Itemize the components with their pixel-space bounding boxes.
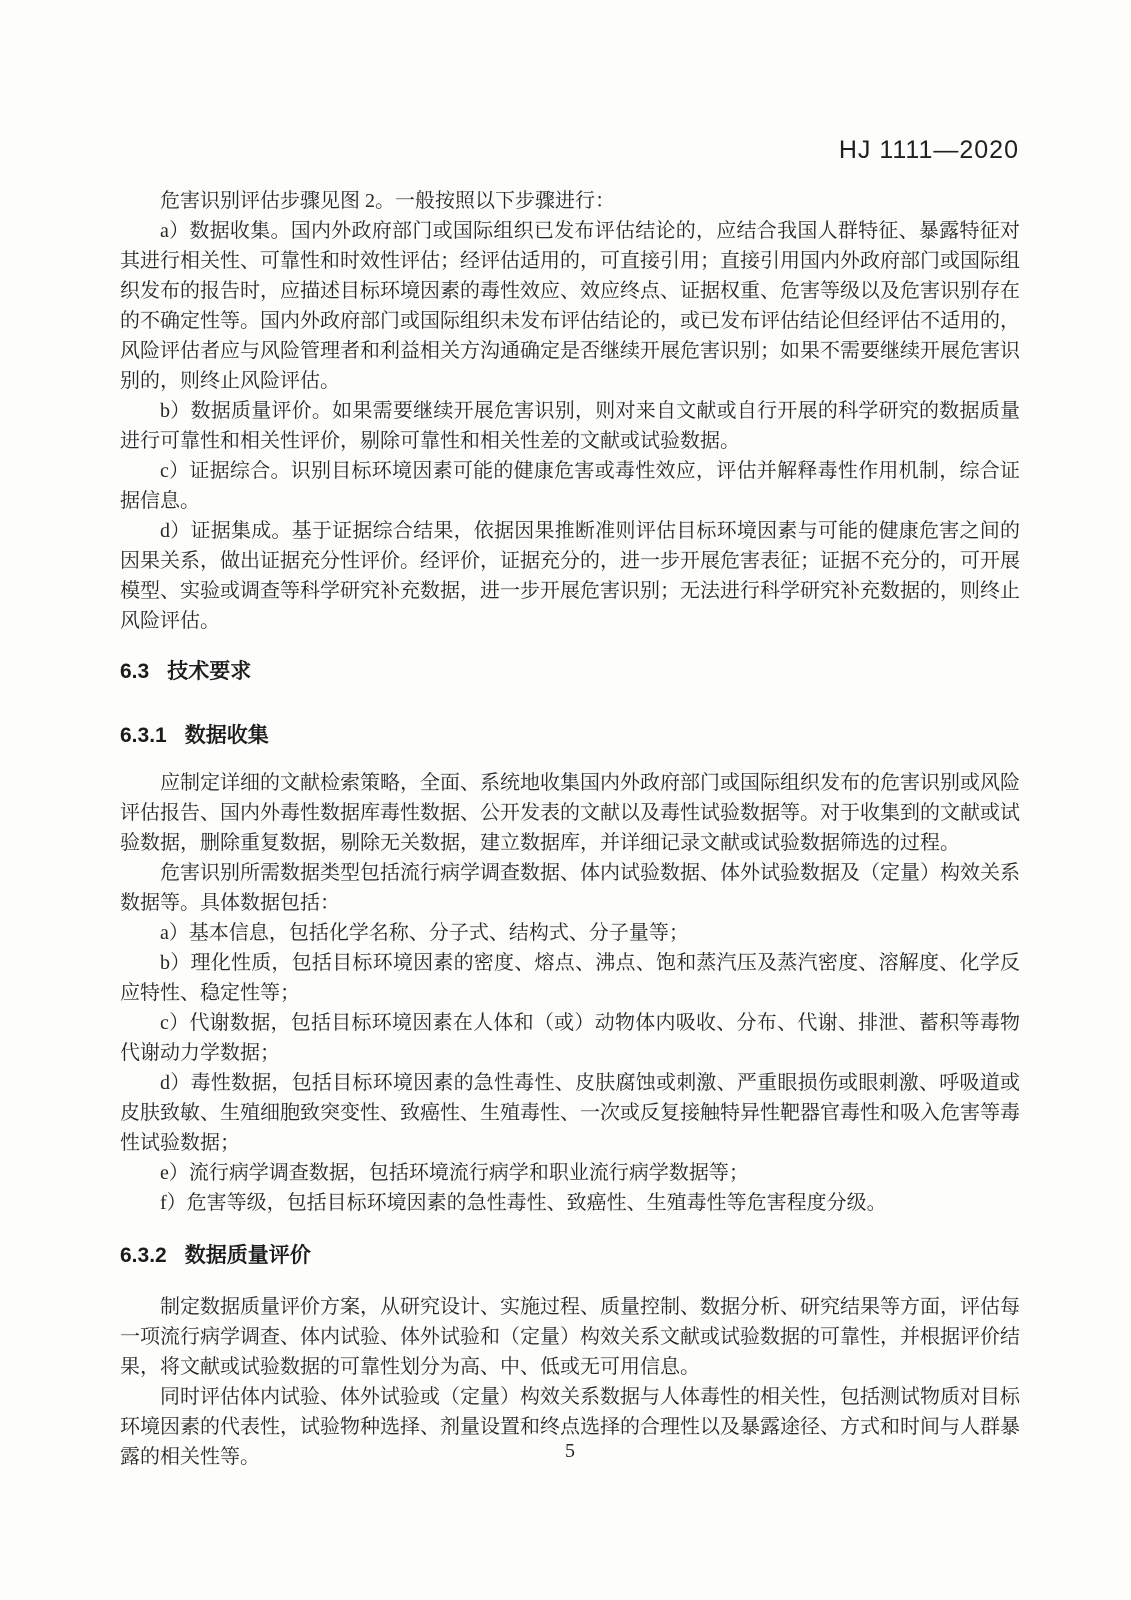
step-paragraph-b: b）数据质量评价。如果需要继续开展危害识别，则对来自文献或自行开展的科学研究的数据质量进行可靠性和相关性评价，剔除可靠性和相关性差的文献或试验数据。 <box>120 400 1020 452</box>
section-heading-6-3-1 <box>120 724 1020 748</box>
data-item-b: b）理化性质，包括目标环境因素的密度、熔点、沸点、饱和蒸汽压及蒸汽密度、溶解度、化学反应特性、稳定性等； <box>120 952 1020 1004</box>
section-title: 数据质量评价 <box>184 1244 311 1267</box>
section-number: 6.3.2 <box>120 1244 167 1267</box>
page-header <box>120 136 1019 165</box>
paragraph-data-collection-1: 应制定详细的文献检索策略，全面、系统地收集国内外政府部门或国际组织发布的危害识别或风险评估报告、国内外毒性数据库毒性数据、公开发表的文献以及毒性试验数据等。对于收集到的文献或试验数据，删除重复数据，剔除无关数据，建立数据库，并详细记录文献或试验数据筛选的过程。 <box>120 772 1020 854</box>
section-title: 技术要求 <box>167 660 252 683</box>
data-item-e: e）流行病学调查数据，包括环境流行病学和职业流行病学数据等； <box>160 1162 749 1184</box>
section-heading-6-3 <box>120 660 1020 684</box>
step-paragraph-d: d）证据集成。基于证据综合结果，依据因果推断准则评估目标环境因素与可能的健康危害之间的因果关系，做出证据充分性评价。经评价，证据充分的，进一步开展危害表征；证据不充分的，可开展模型、实验或调查等科学研究补充数据，进一步开展危害识别；无法进行科学研究补充数据的，则终止风险评估。 <box>120 520 1020 632</box>
paragraph-intro: 危害识别评估步骤见图 2。一般按照以下步骤进行： <box>160 190 615 212</box>
step-paragraph-a: a）数据收集。国内外政府部门或国际组织已发布评估结论的，应结合我国人群特征、暴露特征对其进行相关性、可靠性和时效性评估；经评估适用的，可直接引用；直接引用国内外政府部门或国际组织发布的报告时，应描述目标环境因素的毒性效应、效应终点、证据权重、危害等级以及危害识别存在的不确定性等。国内外政府部门或国际组织未发布评估结论的，或已发布评估结论但经评估不适用的，风险评估者应与风险管理者和利益相关方沟通确定是否继续开展危害识别；如果不需要继续开展危害识别的，则终止风险评估。 <box>120 220 1020 392</box>
data-item-d: d）毒性数据，包括目标环境因素的急性毒性、皮肤腐蚀或刺激、严重眼损伤或眼刺激、呼吸道或皮肤致敏、生殖细胞致突变性、致癌性、生殖毒性、一次或反复接触特异性靶器官毒性和吸入危害等毒性试验数据； <box>120 1072 1020 1154</box>
section-number: 6.3 <box>120 660 150 683</box>
data-item-a: a）基本信息，包括化学名称、分子式、结构式、分子量等； <box>160 922 689 944</box>
document-body <box>120 186 1020 1472</box>
paragraph-quality-2: 同时评估体内试验、体外试验或（定量）构效关系数据与人体毒性的相关性，包括测试物质对目标环境因素的代表性，试验物种选择、剂量设置和终点选择的合理性以及暴露途径、方式和时间与人群暴露的相关性等。 <box>120 1386 1020 1468</box>
doc-number: HJ 1111—2020 <box>838 136 1019 164</box>
section-heading-6-3-2 <box>120 1244 1020 1268</box>
section-number: 6.3.1 <box>120 724 167 747</box>
section-title: 数据收集 <box>184 724 269 747</box>
page-number: 5 <box>565 1440 575 1462</box>
paragraph-data-collection-2: 危害识别所需数据类型包括流行病学调查数据、体内试验数据、体外试验数据及（定量）构效关系数据等。具体数据包括： <box>120 862 1020 914</box>
data-item-c: c）代谢数据，包括目标环境因素在人体和（或）动物体内吸收、分布、代谢、排泄、蓄积等毒物代谢动力学数据； <box>120 1012 1020 1064</box>
paragraph-quality-1: 制定数据质量评价方案，从研究设计、实施过程、质量控制、数据分析、研究结果等方面，评估每一项流行病学调查、体内试验、体外试验和（定量）构效关系文献或试验数据的可靠性，并根据评价结果，将文献或试验数据的可靠性划分为高、中、低或无可用信息。 <box>120 1296 1020 1378</box>
step-paragraph-c: c）证据综合。识别目标环境因素可能的健康危害或毒性效应，评估并解释毒性作用机制，综合证据信息。 <box>120 460 1020 512</box>
data-item-f: f）危害等级，包括目标环境因素的急性毒性、致癌性、生殖毒性等危害程度分级。 <box>160 1192 887 1214</box>
page-footer <box>120 1440 1020 1463</box>
